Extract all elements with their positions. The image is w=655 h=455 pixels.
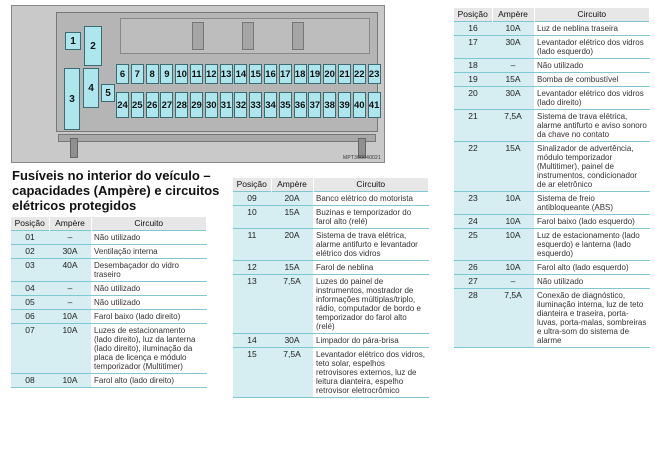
fuse-ampere: 10A <box>49 374 91 388</box>
fuse-26: 26 <box>146 92 159 118</box>
fuse-16: 16 <box>264 64 277 84</box>
fuse-40: 40 <box>353 92 366 118</box>
fuse-ampere: 7,5A <box>271 348 313 398</box>
column-circuit: Circuito <box>313 178 429 192</box>
fuse-25: 25 <box>131 92 144 118</box>
fuse-circuit: Luz de estacionamento (lado esquerdo) e lanterna (lado esquerdo) <box>534 229 650 261</box>
table-row <box>454 59 650 73</box>
table-row <box>233 206 429 229</box>
fuse-28: 28 <box>175 92 188 118</box>
table-row <box>11 296 207 310</box>
fuse-ampere: 15A <box>492 142 534 192</box>
table-row <box>11 245 207 259</box>
fuse-circuit: Levantador elétrico dos vidros (lado direito) <box>534 87 650 110</box>
fuse-circuit: Farol de neblina <box>313 261 429 275</box>
fuse-table-1 <box>11 217 207 388</box>
fuse-ampere: 10A <box>49 310 91 324</box>
fuse-circuit: Farol alto (lado direito) <box>91 374 207 388</box>
fuse-position: 14 <box>233 334 271 348</box>
fuse-position: 21 <box>454 110 492 142</box>
fuse-circuit: Não utilizado <box>91 296 207 310</box>
table-row <box>454 142 650 192</box>
fuse-circuit: Bomba de combustível <box>534 73 650 87</box>
fuse-21: 21 <box>338 64 351 84</box>
fuse-4: 4 <box>83 68 99 108</box>
fuse-32: 32 <box>234 92 247 118</box>
fuse-33: 33 <box>249 92 262 118</box>
fuse-circuit: Sistema de trava elétrica, alarme antifurto e aviso sonoro da chave no contato <box>534 110 650 142</box>
table-row <box>233 261 429 275</box>
table-row <box>454 289 650 348</box>
fuse-ampere: 10A <box>492 192 534 215</box>
fuse-20: 20 <box>323 64 336 84</box>
fuse-table-2 <box>233 178 429 398</box>
fuse-10: 10 <box>175 64 188 84</box>
fuse-box-slot <box>292 22 304 50</box>
fuse-35: 35 <box>279 92 292 118</box>
table-row <box>454 22 650 36</box>
fuse-circuit: Levantador elétrico dos vidros (lado esquerdo) <box>534 36 650 59</box>
column-ampere: Ampère <box>271 178 313 192</box>
table-row <box>11 231 207 245</box>
fuse-position: 08 <box>11 374 49 388</box>
fuse-13: 13 <box>220 64 233 84</box>
fuse-15: 15 <box>249 64 262 84</box>
table-row <box>11 259 207 282</box>
fuse-position: 19 <box>454 73 492 87</box>
fuse-29: 29 <box>190 92 203 118</box>
fuse-23: 23 <box>368 64 381 84</box>
table-row <box>454 275 650 289</box>
column-circuit: Circuito <box>91 217 207 231</box>
fuse-ampere: 20A <box>271 192 313 206</box>
fuse-position: 18 <box>454 59 492 73</box>
fuse-7: 7 <box>131 64 144 84</box>
table-row <box>454 87 650 110</box>
fuse-table-3 <box>454 8 650 348</box>
fuse-34: 34 <box>264 92 277 118</box>
fuse-position: 13 <box>233 275 271 334</box>
fuse-position: 01 <box>11 231 49 245</box>
column-ampere: Ampère <box>492 8 534 22</box>
fuse-ampere: 30A <box>49 245 91 259</box>
fuse-22: 22 <box>353 64 366 84</box>
fuse-12: 12 <box>205 64 218 84</box>
table-row <box>454 36 650 59</box>
table-row <box>233 275 429 334</box>
fuse-circuit: Farol baixo (lado esquerdo) <box>534 215 650 229</box>
fuse-circuit: Desembaçador do vidro traseiro <box>91 259 207 282</box>
column-position: Posição <box>11 217 49 231</box>
fuse-position: 16 <box>454 22 492 36</box>
fuse-ampere: 10A <box>492 261 534 275</box>
fuse-5: 5 <box>101 84 115 102</box>
fuse-9: 9 <box>160 64 173 84</box>
fuse-circuit: Luz de neblina traseira <box>534 22 650 36</box>
fuse-ampere: 20A <box>271 229 313 261</box>
fuse-ampere: 30A <box>271 334 313 348</box>
fuse-position: 12 <box>233 261 271 275</box>
fuse-circuit: Farol alto (lado esquerdo) <box>534 261 650 275</box>
fuse-circuit: Buzinas e temporizador do farol alto (relé) <box>313 206 429 229</box>
table-row <box>11 374 207 388</box>
fuse-ampere: 10A <box>49 324 91 374</box>
fuse-position: 24 <box>454 215 492 229</box>
fuse-position: 10 <box>233 206 271 229</box>
fuse-6: 6 <box>116 64 129 84</box>
fuse-circuit: Limpador do pára-brisa <box>313 334 429 348</box>
fuse-ampere: 7,5A <box>492 289 534 348</box>
fuse-ampere: 15A <box>271 261 313 275</box>
fuse-ampere: – <box>492 275 534 289</box>
fuse-ampere: 10A <box>492 215 534 229</box>
table-row <box>233 229 429 261</box>
table-row <box>454 110 650 142</box>
column-position: Posição <box>233 178 271 192</box>
diagram-code: MPT300040021 <box>343 155 381 161</box>
fuse-position: 26 <box>454 261 492 275</box>
fuse-19: 19 <box>308 64 321 84</box>
fuse-circuit: Luzes do painel de instrumentos, mostrador de informações múltiplas/triplo, rádio, computador de bordo e temporizador do farol alto (relé) <box>313 275 429 334</box>
table-row <box>233 192 429 206</box>
table-row <box>11 310 207 324</box>
table-row <box>233 334 429 348</box>
fuse-box-slot <box>192 22 204 50</box>
fuse-ampere: – <box>49 282 91 296</box>
column-position: Posição <box>454 8 492 22</box>
fuse-ampere: – <box>49 296 91 310</box>
table-header-row <box>233 178 429 192</box>
fuse-ampere: 40A <box>49 259 91 282</box>
fuse-box-diagram <box>11 5 385 163</box>
fuse-circuit: Levantador elétrico dos vidros, teto solar, espelhos retrovisores externos, luz de leitura dianteira, espelho retrovisor eletrocrômico <box>313 348 429 398</box>
fuse-circuit: Conexão de diagnóstico, iluminação interna, luz de teto dianteira e traseira, porta-luvas, porta-malas, sombreiras e ultra-som do sistema de alarme <box>534 289 650 348</box>
fuse-ampere: 30A <box>492 87 534 110</box>
table-row <box>11 282 207 296</box>
fuse-ampere: – <box>492 59 534 73</box>
fuse-27: 27 <box>160 92 173 118</box>
fuse-36: 36 <box>294 92 307 118</box>
fuse-circuit: Luzes de estacionamento (lado direito), luz da lanterna (lado direito), iluminação da placa de licença e módulo temporizador (Multitimer) <box>91 324 207 374</box>
fuse-ampere: 10A <box>492 229 534 261</box>
fuse-position: 28 <box>454 289 492 348</box>
fuse-3: 3 <box>64 68 80 130</box>
fuse-11: 11 <box>190 64 203 84</box>
fuse-1: 1 <box>65 32 81 50</box>
fuse-ampere: 10A <box>492 22 534 36</box>
fuse-circuit: Não utilizado <box>91 282 207 296</box>
fuse-position: 04 <box>11 282 49 296</box>
fuse-position: 05 <box>11 296 49 310</box>
fuse-18: 18 <box>294 64 307 84</box>
fuse-circuit: Ventilação interna <box>91 245 207 259</box>
fuse-position: 07 <box>11 324 49 374</box>
fuse-8: 8 <box>146 64 159 84</box>
fuse-ampere: – <box>49 231 91 245</box>
table-header-row <box>11 217 207 231</box>
fuse-box-slot <box>242 22 254 50</box>
fuse-ampere: 7,5A <box>271 275 313 334</box>
fuse-circuit: Não utilizado <box>534 59 650 73</box>
fuse-position: 22 <box>454 142 492 192</box>
table-header-row <box>454 8 650 22</box>
fuse-position: 20 <box>454 87 492 110</box>
fuse-circuit: Sistema de trava elétrica, alarme antifurto e levantador elétrico dos vidros <box>313 229 429 261</box>
fuse-circuit: Não utilizado <box>91 231 207 245</box>
fuse-30: 30 <box>205 92 218 118</box>
fuse-37: 37 <box>308 92 321 118</box>
fuse-circuit: Banco elétrico do motorista <box>313 192 429 206</box>
fuse-box-leg <box>70 138 78 158</box>
column-circuit: Circuito <box>534 8 650 22</box>
fuse-circuit: Sinalizador de advertência, módulo temporizador (Multitimer), painel de instrumentos, condicionador de ar eletrônico <box>534 142 650 192</box>
fuse-39: 39 <box>338 92 351 118</box>
fuse-position: 11 <box>233 229 271 261</box>
fuse-31: 31 <box>220 92 233 118</box>
fuse-position: 03 <box>11 259 49 282</box>
fuse-ampere: 30A <box>492 36 534 59</box>
column-ampere: Ampère <box>49 217 91 231</box>
fuse-ampere: 7,5A <box>492 110 534 142</box>
table-row <box>233 348 429 398</box>
fuse-38: 38 <box>323 92 336 118</box>
fuse-14: 14 <box>234 64 247 84</box>
fuse-position: 15 <box>233 348 271 398</box>
fuse-position: 27 <box>454 275 492 289</box>
fuse-17: 17 <box>279 64 292 84</box>
fuse-circuit: Não utilizado <box>534 275 650 289</box>
table-row <box>454 261 650 275</box>
fuse-41: 41 <box>368 92 381 118</box>
table-row <box>454 73 650 87</box>
fuse-24: 24 <box>116 92 129 118</box>
fuse-2: 2 <box>84 26 102 66</box>
fuse-position: 02 <box>11 245 49 259</box>
fuse-position: 06 <box>11 310 49 324</box>
fuse-ampere: 15A <box>271 206 313 229</box>
table-row <box>454 192 650 215</box>
table-row <box>454 229 650 261</box>
fuse-ampere: 15A <box>492 73 534 87</box>
table-row <box>454 215 650 229</box>
fuse-circuit: Farol baixo (lado direito) <box>91 310 207 324</box>
fuse-position: 17 <box>454 36 492 59</box>
fuse-position: 25 <box>454 229 492 261</box>
page-heading: Fusíveis no interior do veículo – capacidades (Ampère) e circuitos elétricos protegidos <box>12 168 220 213</box>
fuse-position: 23 <box>454 192 492 215</box>
fuse-circuit: Sistema de freio antibloqueante (ABS) <box>534 192 650 215</box>
fuse-position: 09 <box>233 192 271 206</box>
table-row <box>11 324 207 374</box>
fuse-box-lower-lip <box>58 134 376 142</box>
